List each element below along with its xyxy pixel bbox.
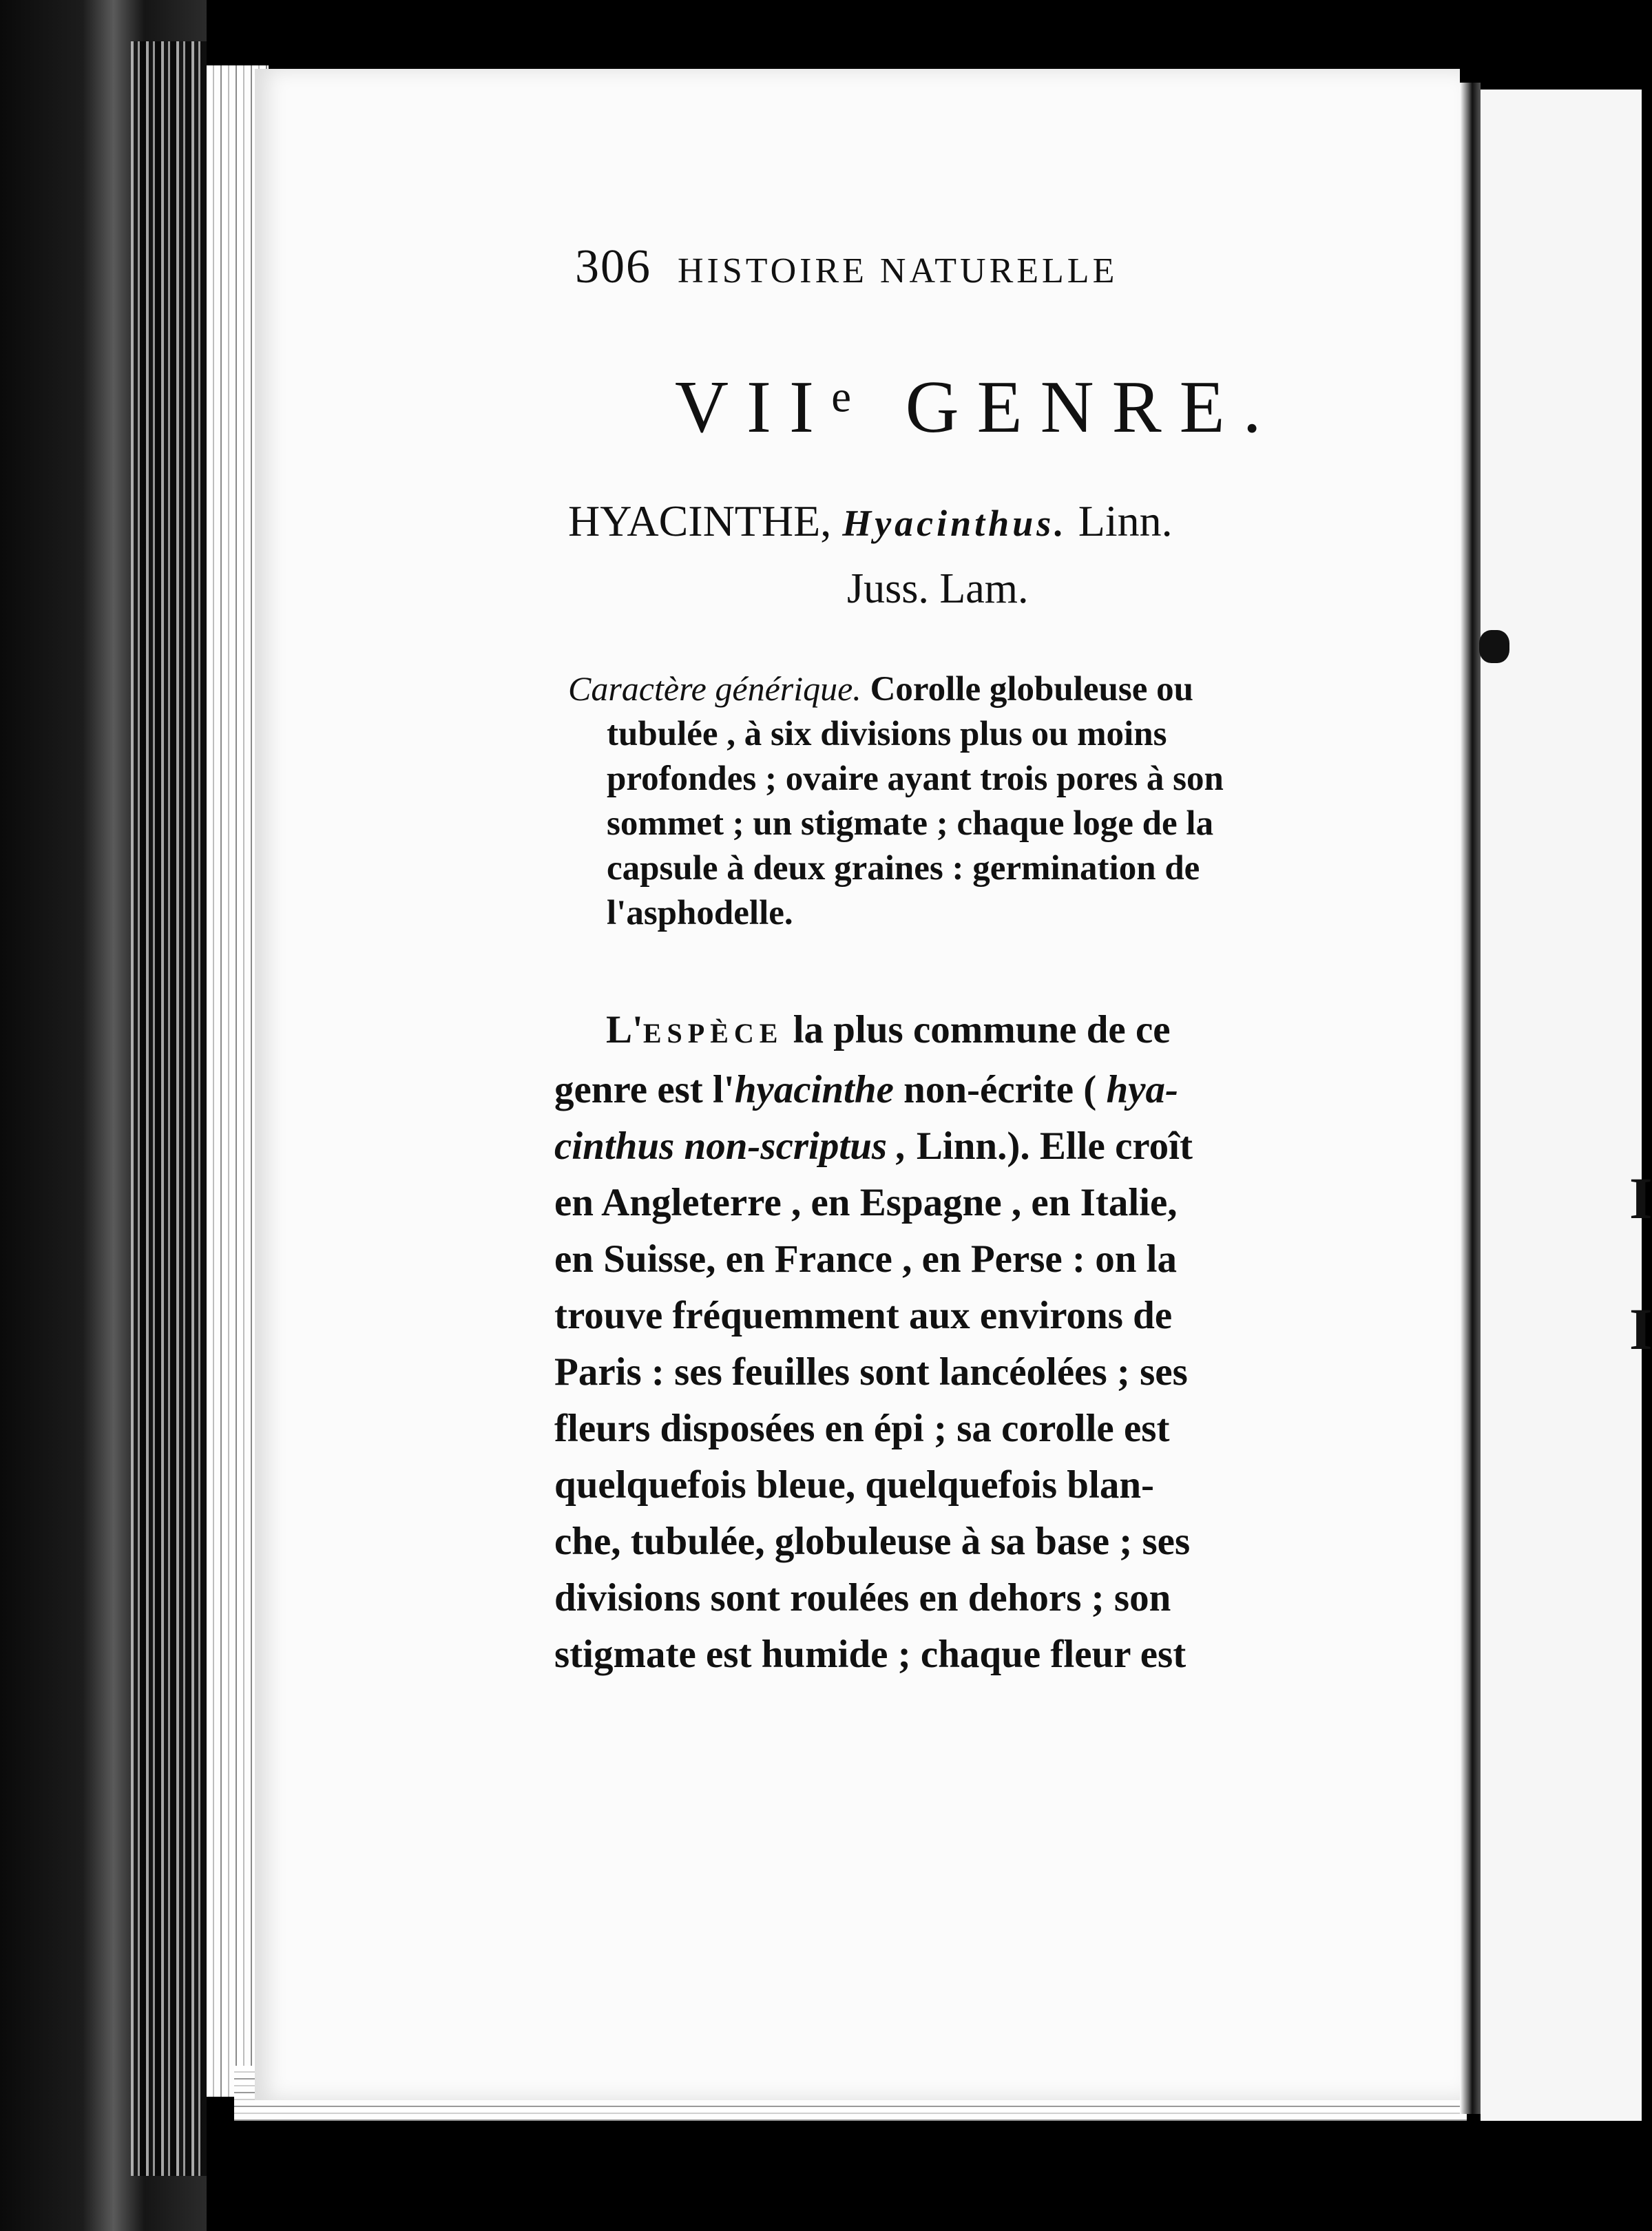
genus-authors: Juss. Lam. (847, 565, 1029, 612)
genus-latin-name: Hyacinthus. (842, 503, 1067, 544)
generic-character (568, 667, 1353, 936)
body-line: cinthus non-scriptus , Linn.). Elle croît (554, 1124, 1193, 1168)
character-label: Caractère générique. (568, 669, 861, 708)
facing-page-mark: I (1629, 1165, 1652, 1231)
genus-authority: Linn. (1078, 496, 1173, 545)
page-gutter (1460, 83, 1481, 2114)
body-line: che, tubulée, globuleuse à sa base ; ses (554, 1520, 1191, 1563)
smallcaps-word: ESPÈCE (642, 1018, 784, 1049)
body-line: en Suisse, en France , en Perse : on la (554, 1237, 1177, 1281)
genus-name: HYACINTHE, (568, 496, 832, 545)
genre-heading: VIIᵉ GENRE. (675, 366, 1279, 448)
facing-page-mark: I (1629, 1296, 1652, 1362)
page-tab-mark (1479, 630, 1509, 663)
body-line: quelquefois bleue, quelquefois blan- (554, 1463, 1155, 1507)
character-line: l'asphodelle. (607, 894, 793, 932)
running-title: HISTOIRE NATURELLE (678, 251, 1118, 291)
running-head (575, 240, 1236, 295)
character-line: profondes ; ovaire ayant trois pores à son (607, 760, 1224, 798)
body-line: trouve fréquemment aux environs de (554, 1294, 1173, 1337)
genus-heading (568, 496, 1360, 547)
body-line: Paris : ses feuilles sont lancéolées ; ses (554, 1350, 1188, 1394)
body-line: fleurs disposées en épi ; sa corolle est (554, 1407, 1170, 1450)
character-line: Caractère générique. Corolle globuleuse ou (568, 669, 1193, 709)
character-line: capsule à deux graines : germination de (607, 849, 1200, 888)
page-number: 306 (575, 240, 651, 293)
body-line: stigmate est humide ; chaque fleur est (554, 1633, 1186, 1676)
character-line: sommet ; un stigmate ; chaque loge de la (607, 804, 1214, 843)
species-description (554, 1002, 1353, 1683)
body-line: divisions sont roulées en dehors ; son (554, 1576, 1171, 1620)
body-line: en Angleterre , en Espagne , en Italie, (554, 1181, 1178, 1224)
facing-page (1481, 90, 1642, 2121)
body-line: L'ESPÈCE la plus commune de ce (606, 1008, 1171, 1051)
character-line: tubulée , à six divisions plus ou moins (607, 715, 1167, 753)
binding-page-stack (131, 41, 207, 2176)
body-line: genre est l'hyacinthe non-écrite ( hya- (554, 1068, 1179, 1111)
